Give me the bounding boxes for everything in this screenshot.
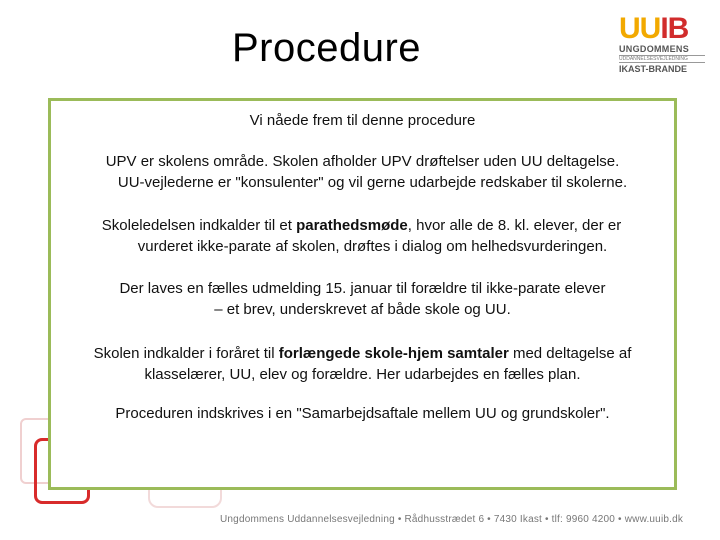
logo-line2: UDDANNELSESVEJLEDNING (619, 55, 705, 63)
paragraph-line: UU-vejlederne er "konsulenter" og vil gerne udarbejde redskaber til skolerne. (117, 174, 628, 191)
text-segment: Skoleledelsen indkalder til et (101, 217, 297, 234)
logo-mark-uu: UU (619, 12, 661, 45)
slide-title: Procedure (232, 26, 422, 70)
paragraph-line: – et brev, underskrevet af både skole og UU. (214, 301, 511, 318)
paragraph-parathedsmoede (51, 215, 674, 257)
paragraph-samarbejdsaftale: Proceduren indskrives i en "Samarbejdsaftale mellem UU og grundskoler". (115, 405, 610, 422)
uuib-logo (619, 14, 705, 74)
content-panel (48, 98, 677, 490)
paragraph-samtaler (51, 343, 674, 385)
paragraph-line: vurderet ikke-parate af skolen, drøftes i dialog om helhedsvurderingen. (137, 238, 608, 255)
logo-mark (619, 14, 705, 44)
paragraph-line: Der laves en fælles udmelding 15. januar til forældre til ikke-parate elever (119, 280, 606, 297)
bold-term: parathedsmøde (296, 217, 408, 234)
footer-contact: Ungdommens Uddannelsesvejledning • Rådhusstrædet 6 • 7430 Ikast • tlf: 9960 4200 • www.uuib.dk (220, 514, 684, 525)
paragraph-line (51, 215, 674, 236)
paragraph-upv (51, 151, 674, 193)
paragraph-line (51, 343, 674, 364)
text-segment: Skolen indkalder i foråret til (93, 345, 279, 362)
paragraph-line: UPV er skolens område. Skolen afholder UPV drøftelser uden UU deltagelse. (105, 153, 620, 170)
text-segment: med deltagelse af (508, 345, 632, 362)
paragraph-udmelding (51, 278, 674, 320)
text-segment: , hvor alle de 8. kl. elever, der er (407, 217, 622, 234)
logo-line1: UNGDOMMENS (619, 44, 689, 54)
logo-mark-ib: IB (660, 12, 689, 45)
logo-line3: IKAST-BRANDE (619, 64, 688, 74)
bold-term: forlængede skole-hjem samtaler (278, 345, 509, 362)
panel-heading: Vi nåede frem til denne procedure (249, 112, 476, 129)
paragraph-line: klasselærer, UU, elev og forældre. Her udarbejdes en fælles plan. (144, 366, 581, 383)
